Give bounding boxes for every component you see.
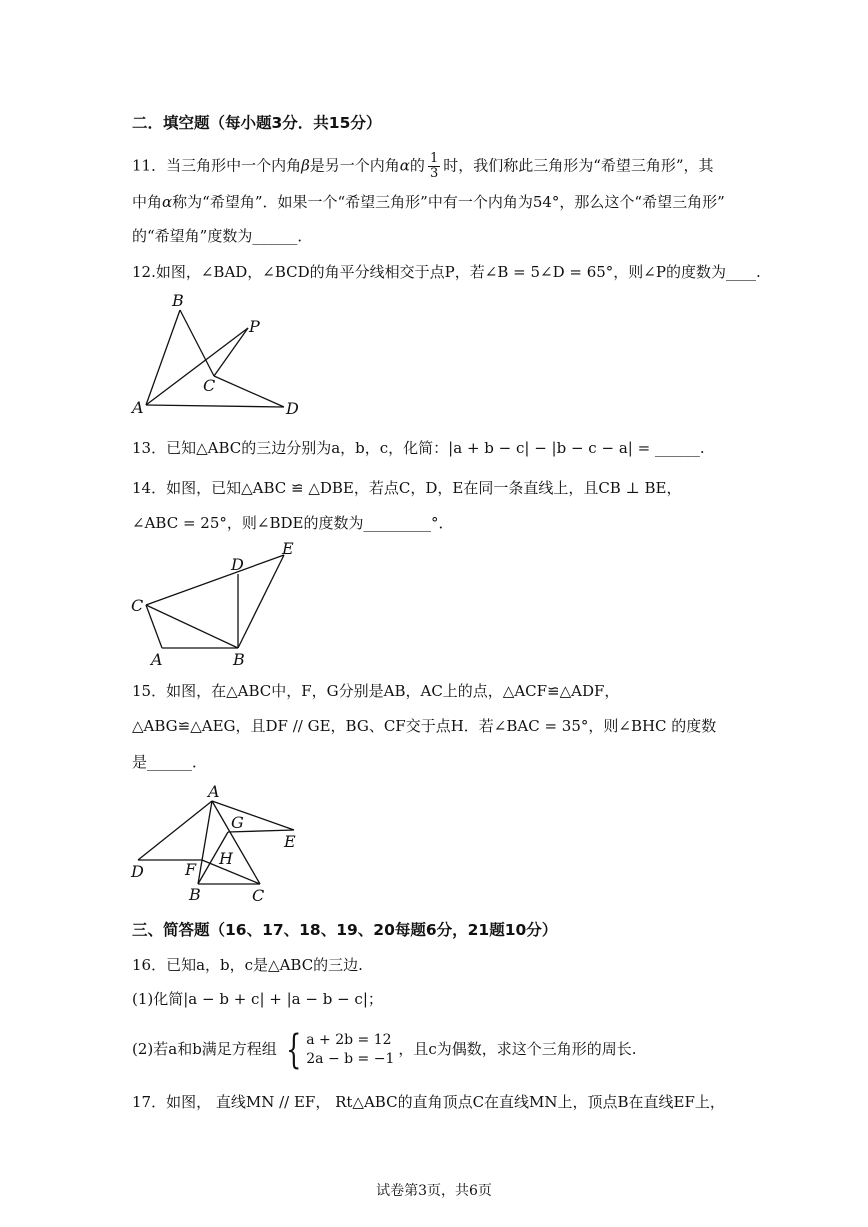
question-13-text: 13．已知△ABC的三边分别为a，b，c，化简：|a + b − c| − |b − c − a| = ______. (132, 439, 705, 457)
segment-CP (214, 328, 248, 376)
fraction-numerator: 1 (429, 151, 439, 166)
question-16-line-1: 16．已知a，b，c是△ABC的三边. (132, 956, 363, 974)
question-15-line-3: 是______． (132, 753, 208, 771)
question-17-text: 17．如图， 直线MN // EF， Rt△ABC的直角顶点C在直线MN上，顶点B在直线EF上， (132, 1093, 725, 1111)
section-2-heading: 二．填空题（每小题3分．共15分） (132, 114, 382, 132)
label-B: B (172, 291, 184, 310)
segment-CD (214, 376, 284, 407)
segment-AD (146, 405, 284, 407)
alpha-symbol: α (399, 156, 410, 175)
q16-part2-text: ，且c为偶数，求这个三角形的周长. (398, 1040, 637, 1058)
q11-text: 称为“希望角”．如果一个“希望三角形”中有一个内角为54°，那么这个“希望三角形” (172, 193, 725, 211)
segment-AP (146, 328, 248, 405)
label-E: E (282, 539, 294, 558)
label-A: A (132, 398, 144, 417)
question-12-figure (130, 290, 310, 420)
label-C: C (131, 596, 144, 615)
brace-icon: { (285, 1027, 302, 1073)
label-B: B (189, 885, 201, 904)
section-3-heading: 三、简答题（16、17、18、19、20每题6分，21题10分） (132, 921, 558, 939)
alpha-symbol: α (162, 193, 173, 211)
question-15-line-1: 15．如图，在△ABC中，F，G分别是AB，AC上的点，△ACF≌△ADF， (132, 682, 620, 700)
question-14-figure (128, 538, 308, 670)
q11-text: 是另一个内角 (309, 156, 400, 175)
label-D: D (231, 555, 244, 574)
question-11-line-2 (132, 192, 725, 212)
label-B: B (233, 650, 245, 669)
q16-part2-text: (2)若a和b满足方程组 (132, 1040, 277, 1058)
label-G: G (231, 813, 244, 832)
fraction-one-third (428, 152, 440, 181)
label-A: A (208, 782, 220, 801)
label-C: C (203, 376, 216, 395)
label-F: F (185, 860, 197, 879)
question-11-line-1 (132, 152, 714, 181)
question-12-text: 12.如图，∠BAD，∠BCD的角平分线相交于点P，若∠B = 5∠D = 65°，则∠P的度数为____. (132, 263, 761, 281)
label-D: D (286, 399, 299, 418)
label-H: H (219, 849, 233, 868)
q11-text: 时，我们称此三角形为“希望三角形”，其 (443, 156, 714, 175)
question-15-line-2: △ABG≌△AEG，且DF // GE，BG、CF交于点H．若∠BAC = 35°，则∠BHC 的度数 (132, 717, 717, 735)
question-16-part-1: (1)化简|a − b + c| + |a − b − c|； (132, 990, 383, 1008)
label-A: A (151, 650, 163, 669)
label-D: D (131, 862, 144, 881)
label-P: P (249, 317, 260, 336)
q11-text: 的 (409, 156, 425, 175)
question-14-line-2: ∠ABC = 25°，则∠BDE的度数为_________°． (132, 514, 454, 532)
label-C: C (252, 886, 265, 905)
q11-text: 中角 (132, 193, 163, 211)
beta-symbol: β (301, 156, 310, 175)
equation-2: 2a − b = −1 (306, 1051, 395, 1067)
segment-AB (146, 310, 180, 405)
segment-DA (138, 801, 212, 860)
equation-system (281, 1027, 395, 1073)
question-16-part-2 (132, 1027, 637, 1073)
fraction-denominator: 3 (429, 166, 439, 181)
label-E: E (284, 832, 296, 851)
segment-AE (212, 801, 294, 830)
question-11-line-3: 的“希望角”度数为______． (132, 227, 313, 245)
question-15-figure (128, 780, 308, 908)
page-footer: 试卷第3页，共6页 (376, 1183, 492, 1199)
equation-1: a + 2b = 12 (306, 1032, 392, 1048)
question-14-line-1: 14．如图，已知△ABC ≌ △DBE，若点C，D，E在同一条直线上，且CB ⊥ BE， (132, 479, 682, 497)
q11-text: 11．当三角形中一个内角 (132, 156, 302, 175)
